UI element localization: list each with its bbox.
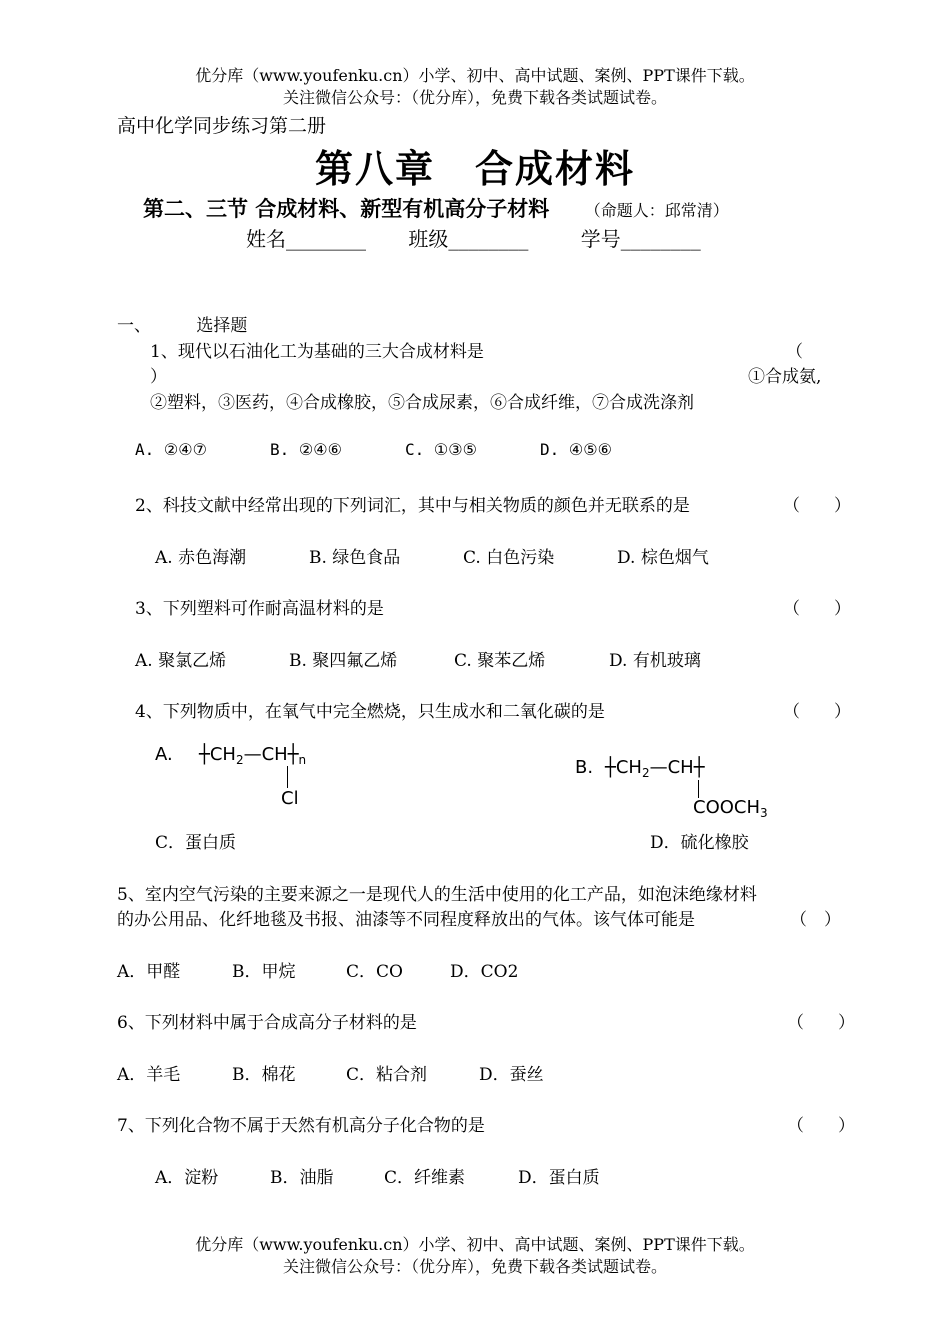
- name-field: 姓名________: [246, 227, 366, 251]
- option-c[interactable]: C．CO: [346, 962, 403, 982]
- question-5-stem-line-2: 的办公用品、化纤地毯及书报、油漆等不同程度释放出的气体。该气体可能是: [117, 910, 695, 930]
- option-a[interactable]: A. 聚氯乙烯: [135, 651, 227, 671]
- group-ch: CH: [261, 744, 288, 765]
- bond-cross-left: ┼: [199, 744, 210, 765]
- question-1-paren-close: ）: [150, 367, 167, 387]
- series-title: 高中化学同步练习第二册: [117, 115, 327, 137]
- option-d[interactable]: D．蛋白质: [518, 1168, 600, 1188]
- group-ch: CH: [667, 757, 694, 778]
- class-field: 班级________: [408, 227, 529, 251]
- footer-line-2: 关注微信公众号：（优分库），免费下载各类试题试卷。: [282, 1257, 667, 1276]
- option-c[interactable]: C．粘合剂: [346, 1065, 428, 1085]
- bond-dash: —: [649, 757, 668, 778]
- option-d[interactable]: D．CO2: [450, 962, 519, 982]
- section-heading: [117, 311, 247, 336]
- header-line-1: 优分库（www.youfenku.cn）小学、初中、高中试题、案例、PPT课件下载。: [195, 66, 755, 85]
- question-7-paren: （ ）: [787, 1116, 855, 1136]
- chapter-title: 第八章 合成材料: [314, 147, 635, 191]
- section-title: 第二、三节 合成材料、新型有机高分子材料: [143, 197, 550, 221]
- author-note: （命题人：邱常清）: [584, 201, 729, 220]
- option-a[interactable]: A．淀粉: [155, 1168, 219, 1188]
- question-7-options: [155, 1163, 600, 1188]
- option-b[interactable]: B. 聚四氟乙烯: [289, 651, 398, 671]
- subscript-n: n: [298, 753, 307, 767]
- bond-cross-right: ┼: [287, 744, 299, 765]
- formula-b[interactable]: [575, 757, 768, 820]
- section-heading-title: 选择题: [196, 316, 248, 336]
- option-a[interactable]: A．甲醛: [117, 962, 181, 982]
- option-b[interactable]: B. 绿色食品: [309, 548, 401, 568]
- question-2-paren: （ ）: [783, 496, 851, 516]
- question-2-stem: 2、科技文献中经常出现的下列词汇，其中与相关物质的颜色并无联系的是: [135, 496, 690, 516]
- question-3-options: [135, 646, 701, 671]
- option-a[interactable]: A. ②④⑦: [135, 440, 207, 459]
- question-1-paren-open: （: [786, 342, 803, 362]
- question-4-paren: （ ）: [783, 702, 851, 722]
- option-d[interactable]: D．蚕丝: [479, 1065, 544, 1085]
- question-1-items: ②塑料，③医药，④合成橡胶，⑤合成尿素，⑥合成纤维，⑦合成洗涤剂: [150, 393, 694, 413]
- group-cooch3: [693, 797, 768, 820]
- option-a[interactable]: A．羊毛: [117, 1065, 181, 1085]
- student-info-row: [246, 223, 701, 252]
- group-ch2: CH: [615, 757, 642, 778]
- option-c[interactable]: C. 聚苯乙烯: [454, 651, 546, 671]
- option-b[interactable]: B．油脂: [270, 1168, 334, 1188]
- section-number: 一、: [117, 316, 151, 336]
- option-b[interactable]: B．甲烷: [232, 962, 296, 982]
- formula-a[interactable]: [155, 744, 307, 809]
- subscript-3: 3: [760, 806, 768, 820]
- option-d[interactable]: D. ④⑤⑥: [540, 440, 612, 459]
- formula-a-backbone: [199, 744, 306, 767]
- question-1-item-1: ①合成氨,: [748, 367, 822, 387]
- option-d[interactable]: D. 有机玻璃: [609, 651, 701, 671]
- option-a[interactable]: A. 赤色海潮: [155, 548, 247, 568]
- question-2-options: [155, 543, 709, 568]
- question-4-stem: 4、下列物质中，在氧气中完全燃烧，只生成水和二氧化碳的是: [135, 702, 605, 722]
- header-line-2: 关注微信公众号：（优分库），免费下载各类试题试卷。: [282, 88, 667, 107]
- question-1-stem: 1、现代以石油化工为基础的三大合成材料是: [150, 342, 484, 362]
- group-cl: Cl: [281, 788, 299, 809]
- formula-a-label: A.: [155, 744, 173, 765]
- question-7-stem: 7、下列化合物不属于天然有机高分子化合物的是: [117, 1116, 485, 1136]
- bond-dash: —: [243, 744, 262, 765]
- section-title-row: [143, 193, 729, 223]
- question-5-paren: （ ）: [790, 910, 841, 930]
- question-5-stem-line-1: 5、室内空气污染的主要来源之一是现代人的生活中使用的化工产品，如泡沫绝缘材料: [117, 885, 757, 905]
- option-b[interactable]: B．棉花: [232, 1065, 296, 1085]
- group-cooch: COOCH: [693, 797, 761, 818]
- question-3-paren: （ ）: [783, 599, 851, 619]
- option-d[interactable]: D. 棕色烟气: [617, 548, 709, 568]
- question-6-stem: 6、下列材料中属于合成高分子材料的是: [117, 1013, 417, 1033]
- group-ch2: CH: [209, 744, 236, 765]
- question-5-options: [117, 957, 518, 982]
- subscript-2: 2: [641, 766, 650, 780]
- formula-b-backbone: [605, 757, 705, 780]
- question-4-option-c[interactable]: C．蛋白质: [155, 833, 237, 853]
- bond-vertical: [287, 766, 288, 788]
- question-6-paren: （ ）: [787, 1013, 855, 1033]
- footer-line-1: 优分库（www.youfenku.cn）小学、初中、高中试题、案例、PPT课件下载。: [195, 1235, 755, 1254]
- question-4-option-d[interactable]: D．硫化橡胶: [650, 833, 749, 853]
- bond-cross-right: ┼: [693, 757, 705, 778]
- option-c[interactable]: C. ①③⑤: [405, 440, 477, 459]
- option-c[interactable]: C．纤维素: [384, 1168, 466, 1188]
- question-6-options: [117, 1060, 544, 1085]
- option-c[interactable]: C. 白色污染: [463, 548, 555, 568]
- question-3-stem: 3、下列塑料可作耐高温材料的是: [135, 599, 384, 619]
- bond-cross-left: ┼: [605, 757, 616, 778]
- question-1-options: [135, 440, 612, 459]
- bond-vertical: [698, 780, 699, 798]
- subscript-2: 2: [235, 753, 244, 767]
- formula-b-label: B.: [575, 757, 594, 778]
- option-b[interactable]: B. ②④⑥: [270, 440, 342, 459]
- student-id-field: 学号________: [580, 227, 701, 251]
